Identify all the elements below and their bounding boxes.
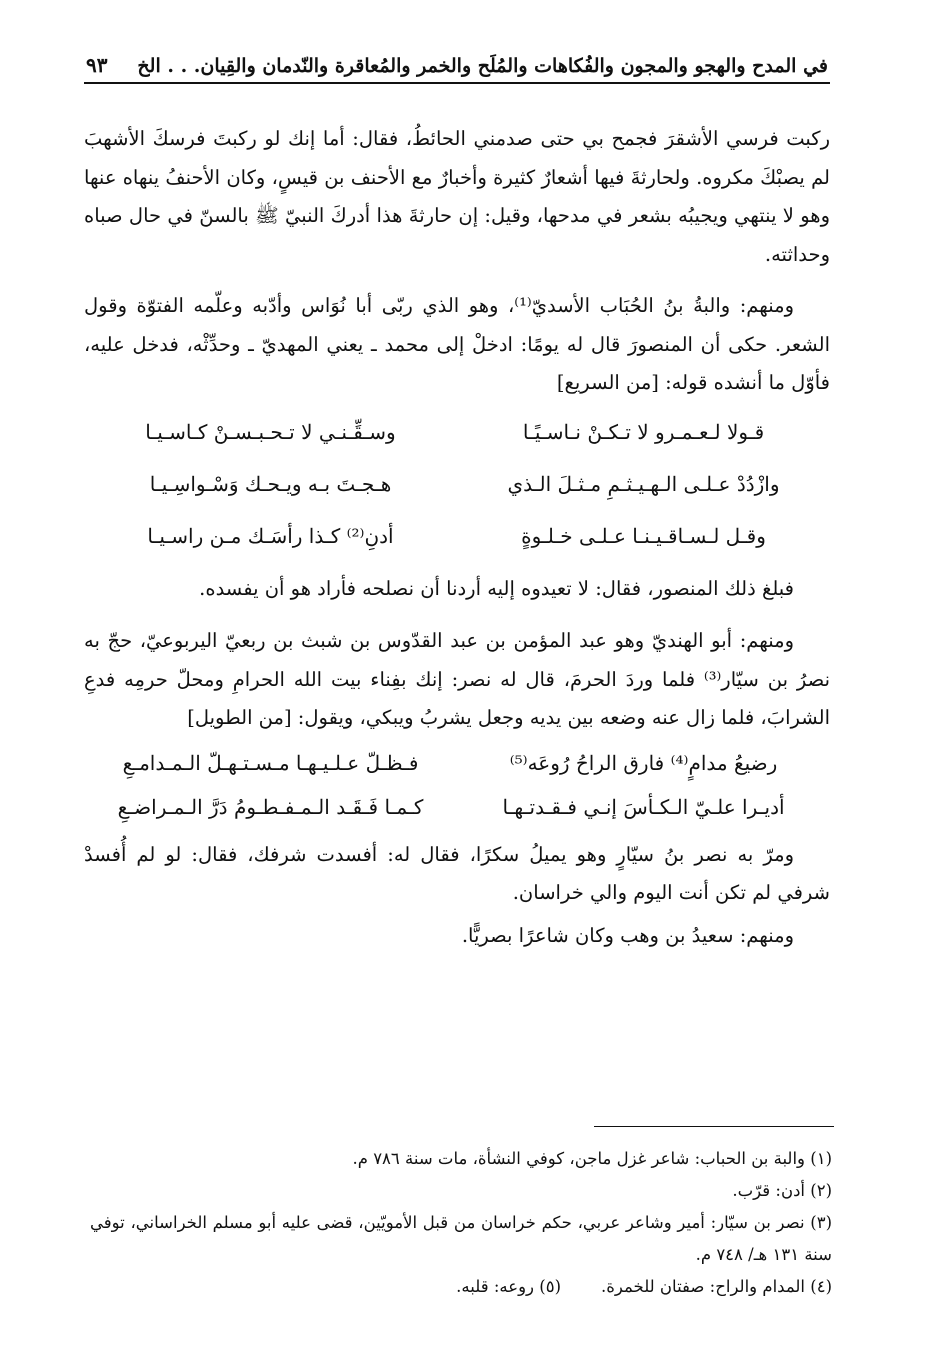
hemistich-second: أدنِ⁽²⁾ كـذا رأسَـك مـن راسـيـا [147, 524, 394, 549]
hemistich-second: كـمـا فَـقَـد الـمـفـطـومُ دَرَّ الـمـراضـعِ [117, 795, 424, 820]
paragraph-1: ركبت فرسي الأشقرَ فجمح بي حتى صدمني الحائطُ، فقال: أما إنك لو ركبتَ فرسكَ الأشهبَ لم يصبْكَ مكروه. ولحارثةَ فيها أشعارٌ كثيرة وأخبارٌ مع الأحنف بن قيسٍ، وكان الأحنفُ ينهاه عنها وهو لا ينتهي ويجيبُه بشعر في مدحها، وقيل: إن حارثةَ هذا أدركَ النبيّ ﷺ بالسنّ في حال صباه وحداثته. [84, 127, 830, 266]
footnote-4: (٤) المدام والراح: صفتان للخمرة. [601, 1277, 832, 1296]
footnotes [90, 1143, 832, 1303]
footnote-3: (٣) نصر بن سيّار: أمير وشاعر عربي، حكم خراسان من قبل الأمويّين، قضى عليه أبو مسلم الخراساني، توفي سنة ١٣١ هـ/ ٧٤٨ م. [90, 1213, 832, 1264]
paragraph-2: ومنهم: والبةُ بنُ الحُبَاب الأسديّ⁽¹⁾، وهو الذي ربّى أبا نُوَاس وأدّبه وعلّمه الفتوّة وقول الشعر. حكى أن المنصورَ قال له يومًا: ادخلْ إلى محمد ـ يعني المهديّ ـ وحدِّثْه، فدخل عليه، فأوّل ما أنشده قوله: [من السريع] [84, 294, 830, 394]
footnote-row [90, 1271, 832, 1303]
footnote-divider [594, 1126, 834, 1127]
poem-sari [84, 407, 830, 563]
footnote-5: (٥) روعه: قلبه. [456, 1277, 562, 1296]
poem-line [84, 511, 830, 563]
paragraph-6: ومنهم: سعيدُ بن وهب وكان شاعرًا بصريًّا. [461, 923, 794, 947]
poem-line [84, 407, 830, 459]
poem-line [84, 742, 830, 786]
hemistich-first: وقـل لـسـاقـيـنـا عـلـى خـلـوةٍ [521, 524, 766, 549]
paragraph-4: ومنهم: أبو الهنديّ وهو عبد المؤمن بن عبد القدّوس بن شبث بن ربعيّ اليربوعيّ، حجّ به نصرُ بن سيّار⁽³⁾ فلما وردَ الحرمَ، قال له نصر: إنك بفِناء بيت الله الحرامِ ومحلّ حرمِه فدعِ الشرابَ، فلما زال عنه وضعه بين يديه وجعل يشربُ ويبكي، ويقول: [من الطويل] [84, 629, 830, 729]
hemistich-second: فـظـلّ عـلـيـهـا مـسـتـهـلّ الـمـدامـعِ [122, 751, 419, 776]
body-text [84, 120, 830, 955]
footnote-1: (١) والبة بن الحباب: شاعر غزل ماجن، كوفي النشأة، مات سنة ٧٨٦ م. [352, 1149, 832, 1168]
poem-tawil [84, 742, 830, 830]
hemistich-second: وسـقِّـنـي لا تـحـبـسـنْ كـاسـيـا [145, 420, 396, 445]
hemistich-second: هـجـتَ بـه ويـحـك وَسْـواسِـيـا [149, 472, 392, 497]
poem-line [84, 459, 830, 511]
hemistich-first: أديـرا علـيّ الـكـأسَ إنـي فـقـدتـهـا [502, 795, 785, 820]
page-number: ٩٣ [86, 53, 108, 77]
running-head [84, 48, 830, 84]
hemistich-first: وازْدُدْ عـلـى الـهـيـثـمِ مـثـلَ الـذي [507, 472, 780, 497]
book-page [84, 48, 830, 955]
hemistich-first: قـولا لـعـمـرو لا تـكـنْ نـاسـيًـا [522, 420, 765, 445]
paragraph-3: فبلغ ذلك المنصور، فقال: لا تعيدوه إليه أردنا أن نصلحه فأراد هو أن يفسده. [199, 576, 794, 600]
poem-line [84, 786, 830, 830]
hemistich-first: رضيعُ مدامٍ⁽⁴⁾ فارق الراحُ رُوعَه⁽⁵⁾ [509, 751, 778, 776]
paragraph-5: ومرّ به نصر بنُ سيّارٍ وهو يميلُ سكرًا، فقال له: أفسدت شرفك، فقال: لو لم أُفسدْ شرفي لم تكن أنت اليوم والي خراسان. [84, 842, 830, 904]
footnote-2: (٢) أدن: قرّب. [732, 1181, 832, 1200]
running-title: في المدح والهجو والمجون والفُكاهات والمُلَح والخمر والمُعاقرة والنّدمان والقِيان. . . الخ [137, 55, 828, 77]
